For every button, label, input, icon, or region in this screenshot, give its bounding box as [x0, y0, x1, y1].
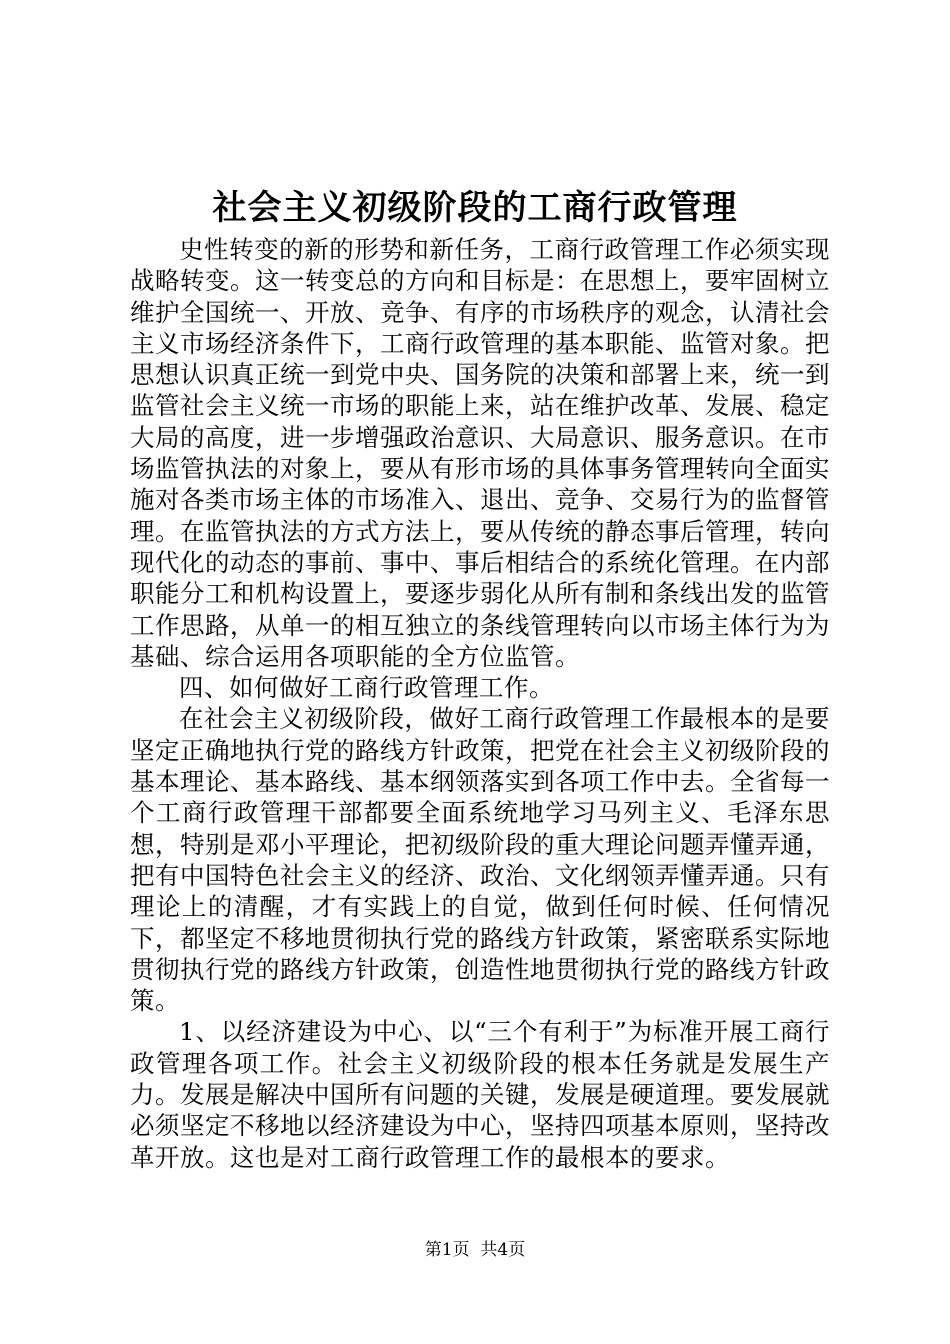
paragraph-party-line: 在社会主义初级阶段，做好工商行政管理工作最根本的是要坚定正确地执行党的路线方针政策，把党在社会主义初级阶段的基本理论、基本路线、基本纲领落实到各项工作中去。全省每一个工商行政管理干部都要全面系统地学习马列主义、毛泽东思想，特别是邓小平理论，把初级阶段的重大理论问题弄懂弄通，把有中国特色社会主义的经济、政治、文化纲领弄懂弄通。只有理论上的清醒，才有实践上的自觉，做到任何时候、任何情况下，都坚定不移地贯彻执行党的路线方针政策，紧密联系实际地贯彻执行党的路线方针政策，创造性地贯彻执行党的路线方针政策。 — [130, 704, 830, 1016]
section-heading-four: 四、如何做好工商行政管理工作。 — [179, 673, 554, 703]
page-footer: 第1页 共4页 — [424, 1240, 526, 1260]
paragraph-item-one: 1、以经济建设为中心、以“三个有利于”为标准开展工商行政管理各项工作。社会主义初级阶段的根本任务就是发展生产力。发展是解决中国所有问题的关键，发展是硬道理。要发展就必须坚定不移地以经济建设为中心，坚持四项基本原则，坚持改革开放。这也是对工商行政管理工作的最根本的要求。 — [130, 1017, 830, 1172]
document-title: 社会主义初级阶段的工商行政管理 — [212, 188, 738, 228]
document-body — [130, 234, 830, 1173]
paragraph-strategic-transformation: 史性转变的新的形势和新任务，工商行政管理工作必须实现战略转变。这一转变总的方向和目标是：在思想上，要牢固树立维护全国统一、开放、竞争、有序的市场秩序的观念，认清社会主义市场经济条件下，工商行政管理的基本职能、监管对象。把思想认识真正统一到党中央、国务院的决策和部署上来，统一到监管社会主义统一市场的职能上来，站在维护改革、发展、稳定大局的高度，进一步增强政治意识、大局意识、服务意识。在市场监管执法的对象上，要从有形市场的具体事务管理转向全面实施对各类市场主体的市场准入、退出、竞争、交易行为的监督管理。在监管执法的方式方法上，要从传统的静态事后管理，转向现代化的动态的事前、事中、事后相结合的系统化管理。在内部职能分工和机构设置上，要逐步弱化从所有制和条线出发的监管工作思路，从单一的相互独立的条线管理转向以市场主体行为为基础、综合运用各项职能的全方位监管。 — [130, 235, 830, 671]
